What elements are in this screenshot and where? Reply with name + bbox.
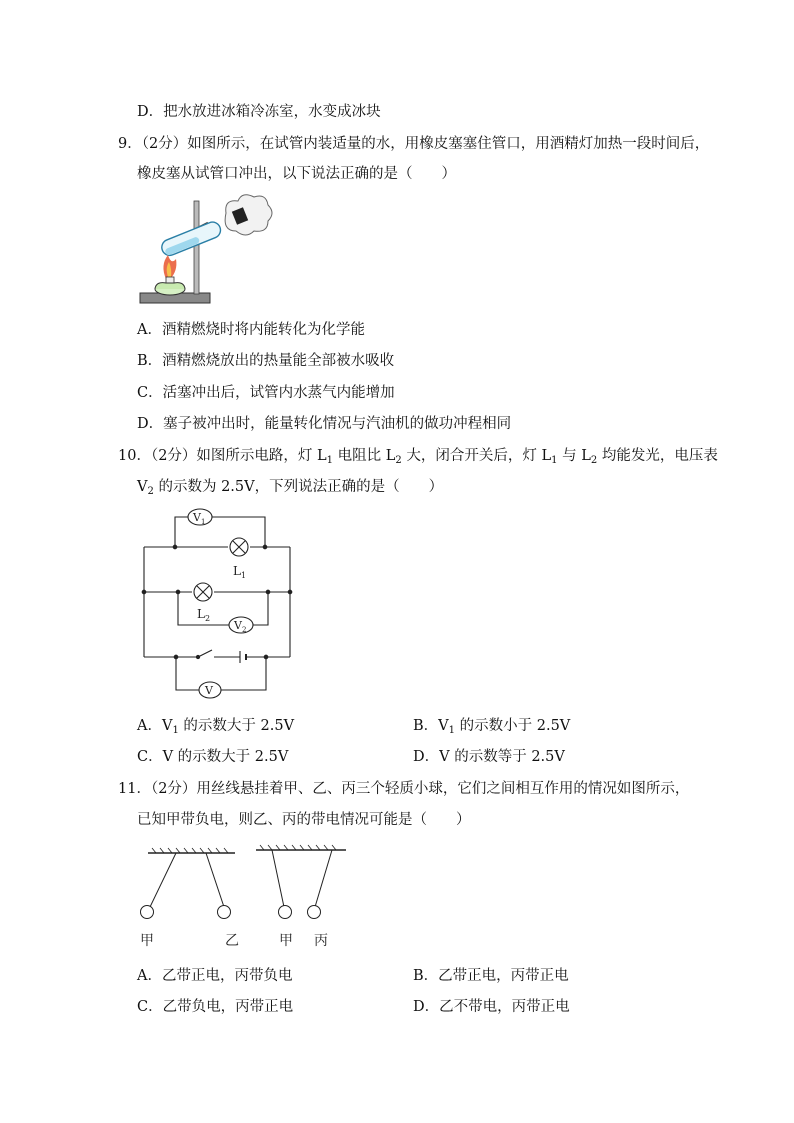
q11-number: 11．: [118, 781, 151, 797]
q10-circuit-diagram: [140, 505, 295, 695]
q10-option-text: B．V: [413, 718, 449, 734]
q10-text: 大，闭合开关后，灯 L: [401, 448, 552, 464]
v1-label: $V_1$: [193, 511, 206, 526]
q10-subscript: 1: [448, 725, 456, 736]
q10-subscript: 2: [395, 455, 402, 466]
q11-option-c: C．乙带负电，丙带正电: [137, 999, 294, 1015]
q9-option-c: C．活塞冲出后，试管内水蒸气内能增加: [137, 385, 395, 401]
q11-stem-line1: [118, 779, 689, 799]
v2-label: $V_2$: [234, 619, 247, 634]
q10-option-c: C．V 的示数大于 2.5V: [137, 749, 289, 765]
q9-option-b: B．酒精燃烧放出的热量能全部被水吸收: [137, 353, 395, 369]
q10-text: 均能发光，电压表: [597, 448, 718, 464]
q10-option-text: 的示数小于 2.5V: [455, 718, 571, 734]
ball-label-yi: 乙: [225, 933, 239, 949]
ball-label-jia-1: 甲: [140, 933, 154, 949]
v-label: V: [205, 684, 213, 697]
q11-pith-balls-diagram: [138, 845, 353, 950]
q10-stem-line1: [118, 446, 718, 471]
l1-label: $L_1$: [233, 564, 247, 580]
ball-label-jia-2: 甲: [279, 933, 293, 949]
q9-stem-line2: 橡皮塞从试管口冲出，以下说法正确的是（ ）: [137, 166, 456, 182]
q10-stem-line2: [137, 477, 443, 502]
q10-option-b: [413, 716, 570, 741]
q10-option-text: 的示数大于 2.5V: [178, 718, 295, 734]
q10-subscript: 2: [590, 455, 598, 466]
l2-label: $L_2$: [197, 607, 211, 623]
q10-text: V: [137, 479, 148, 495]
q11-option-a: A．乙带正电，丙带负电: [137, 968, 293, 984]
q9-number: 9．: [118, 136, 142, 152]
q11-stem-line2: 已知甲带负电，则乙、丙的带电情况可能是（ ）: [137, 812, 471, 828]
ball-label-bing: 丙: [314, 933, 328, 949]
q10-subscript: 1: [326, 455, 334, 466]
q10-option-d: D．V 的示数等于 2.5V: [413, 749, 565, 765]
q9-stem-line1: [118, 134, 709, 154]
q10-subscript: 1: [551, 455, 558, 466]
q8-option-d: D．把水放进冰箱冷冻室，水变成冰块: [137, 104, 381, 120]
q10-text: 电阻比 L: [333, 448, 396, 464]
q10-subscript: 1: [172, 725, 179, 736]
q9-stem-text1: （2分）如图所示，在试管内装适量的水，用橡皮塞塞住管口，用酒精灯加热一段时间后，: [141, 136, 710, 152]
q10-option-text: A．V: [137, 718, 173, 734]
q10-option-a: [137, 716, 294, 741]
q9-option-a: A．酒精燃烧时将内能转化为化学能: [137, 322, 365, 338]
q10-subscript: 2: [147, 486, 154, 497]
q9-test-tube-apparatus-figure: [138, 193, 273, 308]
q10-text: 的示数为 2.5V，下列说法正确的是（ ）: [153, 479, 444, 495]
q10-text: 与 L: [557, 448, 591, 464]
q11-stem-text1: （2分）用丝线悬挂着甲、乙、丙三个轻质小球，它们之间相互作用的情况如图所示，: [150, 781, 690, 797]
q10-number: 10．: [118, 448, 151, 464]
q9-option-d: D．塞子被冲出时，能量转化情况与汽油机的做功冲程相同: [137, 416, 512, 432]
q10-text: （2分）如图所示电路，灯 L: [150, 448, 327, 464]
q11-option-d: D．乙不带电，丙带正电: [413, 999, 570, 1015]
q11-option-b: B．乙带正电，丙带正电: [413, 968, 569, 984]
